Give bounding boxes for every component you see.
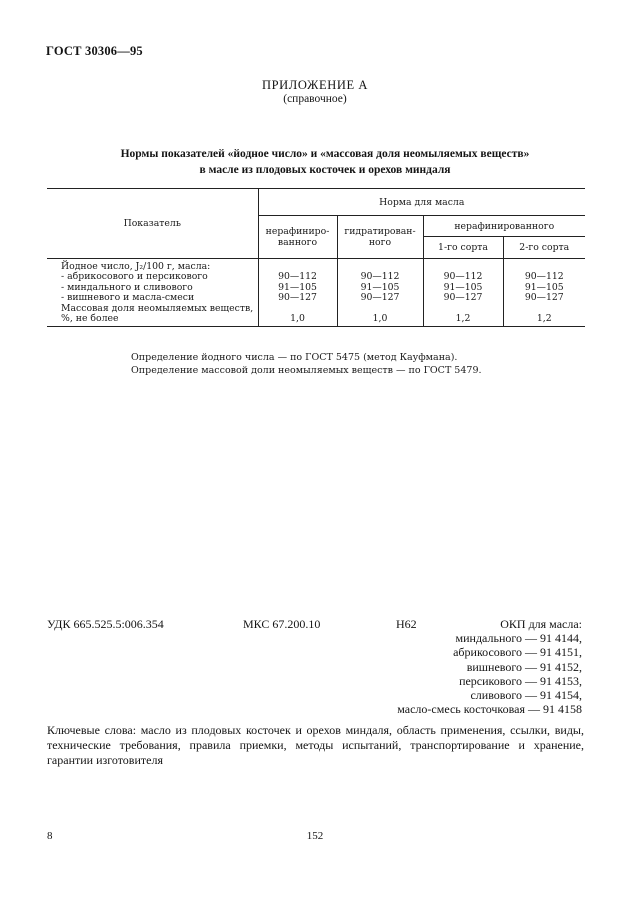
table-title-line-1: Нормы показателей «йодное число» и «массовая доля неомыляемых веществ» [120,148,530,160]
value: 90—127 [443,292,483,304]
value: 90—127 [524,292,564,304]
sheet-number: 152 [306,830,324,842]
value: 91—105 [278,281,317,293]
value: 90—112 [278,271,317,283]
indicator-line: Массовая доля неомыляемых веществ, [61,302,254,314]
value: 1,0 [290,313,305,325]
header-unrefined-2: нерафинированного [423,216,585,237]
mks-code: МКС 67.200.10 [243,617,321,631]
okp-line: сливового — 91 4154, [470,688,582,703]
okp-line: вишневого — 91 4152, [466,659,582,674]
table-row [47,259,585,327]
value-cell-grade-1 [423,259,503,327]
value-cell-grade-2 [503,259,585,327]
header-unrefined: нерафиниро-ванного [258,216,337,259]
header-indicator: Показатель [47,189,258,259]
value: 90—127 [278,292,317,304]
value: 1,2 [536,313,552,325]
appendix-title: ПРИЛОЖЕНИЕ А [261,78,369,92]
header-grade-2: 2-го сорта [503,237,585,259]
appendix-subtitle: (справочное) [283,93,347,105]
value: 90—127 [360,292,400,304]
note-unsaponifiable: Определение массовой доли неомыляемых веществ — по ГОСТ 5479. [131,365,482,376]
indicator-line: - абрикосового и персикового [61,271,208,283]
classification-code: Н62 [396,617,417,631]
note-iodine: Определение йодного числа — по ГОСТ 5475 (метод Кауфмана). [131,352,458,363]
indicator-cell [47,259,258,327]
norms-table [47,188,585,327]
udk-code: УДК 665.525.5:006.354 [47,617,164,631]
okp-line: миндального — 91 4144, [455,631,582,646]
header-grade-1: 1-го сорта [423,237,503,259]
value: 91—105 [443,281,483,293]
value-cell-unrefined [258,259,337,327]
value: 90—112 [524,271,564,283]
indicator-line: - вишневого и масла-смеси [61,292,195,304]
okp-line: персикового — 91 4153, [459,673,582,688]
okp-line: ОКП для масла: [500,617,582,631]
value: 91—105 [360,281,400,293]
value: 90—112 [360,271,400,283]
table-title-line-2: в масле из плодовых косточек и орехов миндаля [199,164,451,176]
table-title [60,146,590,178]
value: 1,2 [455,313,471,325]
value: 91—105 [524,281,564,293]
okp-line: абрикосового — 91 4151, [453,645,582,660]
page-number: 8 [47,830,53,842]
keywords: Ключевые слова: масло из плодовых косточек и орехов миндаля, область применения, ссылки, виды, технические требования, правила приемки, методы испытаний, транспортирование и хранение, гарантии изготовителя [47,723,584,767]
indicator-line: - миндального и сливового [61,281,193,293]
header-norm: Норма для масла [258,189,585,216]
header-hydrated: гидратирован-ного [337,216,423,259]
indicator-line: %, не более [61,313,119,325]
standard-number: ГОСТ 30306—95 [46,44,143,58]
okp-codes [397,617,582,716]
value-cell-hydrated [337,259,423,327]
okp-line: масло-смесь косточковая — 91 4158 [397,702,582,717]
value: 90—112 [443,271,483,283]
value: 1,0 [372,313,388,325]
indicator-line: Йодное число, J₂/100 г, масла: [61,261,211,272]
